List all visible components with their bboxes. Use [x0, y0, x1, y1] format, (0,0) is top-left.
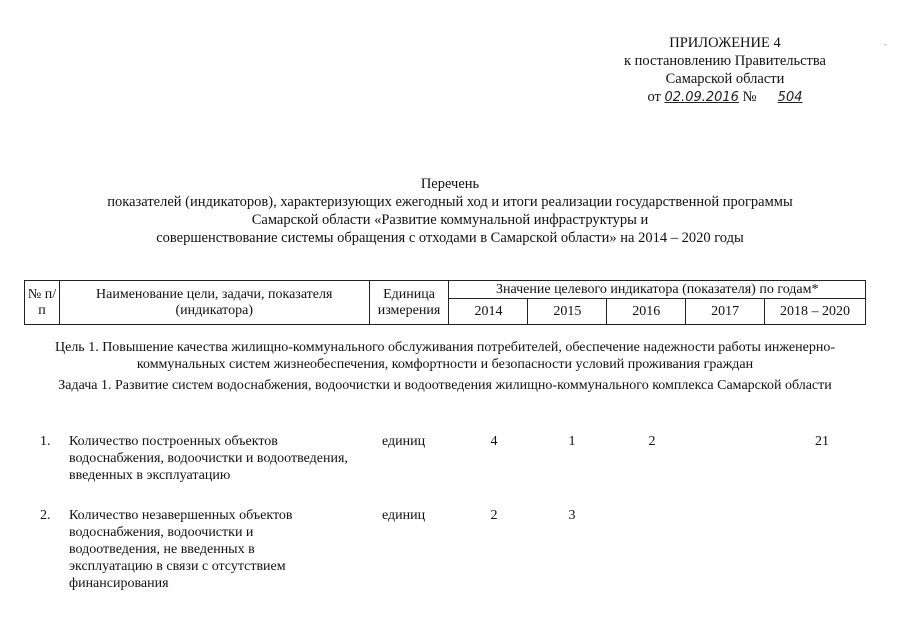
value-2014: 2 — [490, 508, 498, 523]
row-unit: единиц — [382, 508, 426, 523]
header-year-2017: 2017 — [686, 299, 765, 325]
task-heading: Задача 1. Развитие систем водоснабжения, водоочистки и водоотведения жилищно-коммунального комплекса Самарской области — [58, 378, 832, 393]
value-2015: 3 — [568, 508, 576, 523]
appendix-resolution-line: к постановлению Правительства — [624, 53, 826, 69]
title-line-3: Самарской области «Развитие коммунальной инфраструктуры и — [251, 212, 649, 228]
indicator-table-header — [24, 280, 866, 325]
document-title — [40, 175, 860, 247]
row-unit: единиц — [382, 434, 426, 449]
value-2016: 2 — [648, 434, 656, 449]
header-name: Наименование цели, задачи, показателя (индикатора) — [59, 281, 369, 325]
row-indicator-name: Количество незавершенных объектов водоснабжения, водоочистки и водоотведения, не введенных в эксплуатацию в связи с отсутствием финансирования — [69, 508, 293, 591]
appendix-region-line: Самарской области — [665, 71, 785, 87]
appendix-title: ПРИЛОЖЕНИЕ 4 — [669, 35, 781, 51]
header-year-2015: 2015 — [528, 299, 607, 325]
header-year-2016: 2016 — [607, 299, 686, 325]
appendix-date-line — [600, 88, 850, 107]
title-line-4: совершенствование системы обращения с отходами в Самарской области» на 2014 – 2020 годы — [156, 230, 744, 246]
header-year-2014: 2014 — [449, 299, 528, 325]
table-row — [24, 433, 866, 483]
table-row — [24, 507, 866, 591]
row-indicator-name: Количество построенных объектов водоснабжения, водоочистки и водоотведения, введенных в эксплуатацию — [69, 434, 348, 483]
row-number: 2. — [40, 508, 51, 523]
number-sign: № — [742, 89, 757, 105]
handwritten-date: 02.09.2016 — [664, 90, 739, 105]
value-2018-2020: 21 — [815, 434, 829, 449]
goal-heading: Цель 1. Повышение качества жилищно-коммунального обслуживания потребителей, обеспечение надежности работы инженерно-коммунальных систем жизнеобеспечения, комфортности и безопасности условий проживания граждан — [55, 340, 835, 372]
value-2015: 1 — [568, 434, 576, 449]
header-year-2018-2020: 2018 – 2020 — [765, 299, 866, 325]
header-number: № п/п — [25, 281, 60, 325]
handwritten-number: 504 — [777, 90, 803, 105]
stray-mark: - — [884, 40, 887, 49]
date-prefix: от — [647, 89, 661, 105]
value-2014: 4 — [490, 434, 498, 449]
title-line-2: показателей (индикаторов), характеризующих ежегодный ход и итоги реализации государственной программы — [107, 194, 793, 210]
header-values-group: Значение целевого индикатора (показателя) по годам* — [449, 281, 866, 299]
title-heading: Перечень — [420, 176, 480, 192]
row-number: 1. — [40, 434, 51, 449]
header-unit: Единица измерения — [369, 281, 449, 325]
appendix-block — [600, 34, 850, 107]
